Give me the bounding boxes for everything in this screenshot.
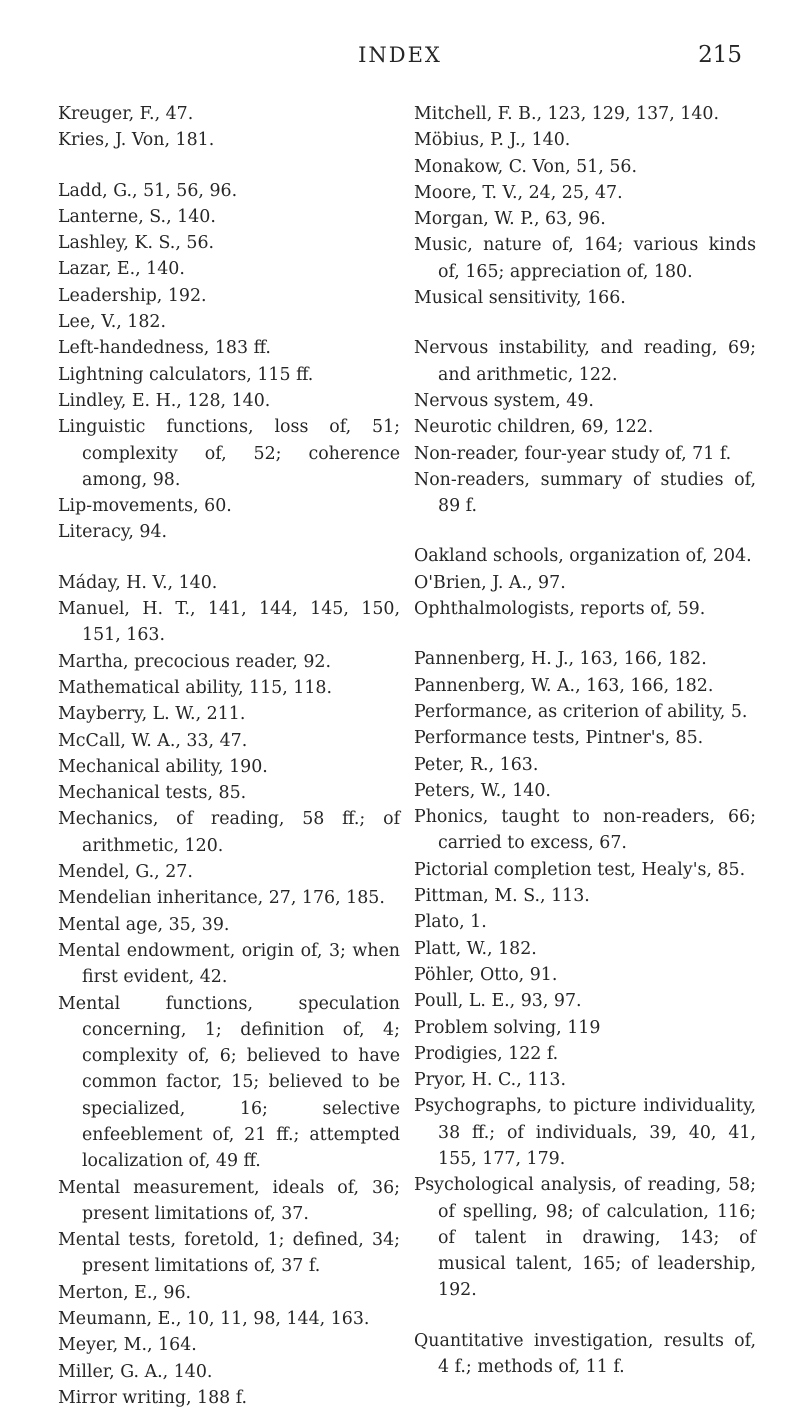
index-entry: Lip-movements, 60. xyxy=(58,496,232,517)
index-entry: Mental endowment, origin of, 3; when first evident, 42. xyxy=(58,940,400,988)
index-entry: Lightning calculators, 115 ff. xyxy=(58,364,314,385)
index-entry: Psychological analysis, of reading, 58; of spelling, 98; of calculation, 116; of talent in drawing, 143; of musical talent, 165; of leadership, 192. xyxy=(414,1175,756,1301)
index-entry: Mathematical ability, 115, 118. xyxy=(58,677,332,698)
page-title: INDEX xyxy=(358,43,442,67)
index-entry: Máday, H. V., 140. xyxy=(58,572,218,593)
index-entry: Nervous system, 49. xyxy=(414,390,594,411)
index-entry: Literacy, 94. xyxy=(58,522,168,543)
index-entry: Mechanical ability, 190. xyxy=(58,756,268,777)
index-entry: Mitchell, F. B., 123, 129, 137, 140. xyxy=(414,104,720,124)
index-entry: Mechanical tests, 85. xyxy=(58,783,247,804)
index-entry: Pictorial completion test, Healy's, 85. xyxy=(414,859,746,880)
index-entry: Prodigies, 122 f. xyxy=(414,1043,559,1064)
index-entry: Poull, L. E., 93, 97. xyxy=(414,991,582,1012)
index-entry: Music, nature of, 164; various kinds of, 165; appreciation of, 180. xyxy=(414,235,756,282)
index-entry: Moore, T. V., 24, 25, 47. xyxy=(414,182,623,203)
index-entry: Meyer, M., 164. xyxy=(58,1335,197,1356)
index-entry: Pittman, M. S., 113. xyxy=(414,886,590,907)
index-entry: Kreuger, F., 47. xyxy=(58,104,194,124)
index-entry: Lanterne, S., 140. xyxy=(58,206,216,227)
index-entry: Mental functions, speculation concerning, 1; definition of, 4; complexity of, 6; believed to have common factor, 15; believed to be specialized, 16; selective enfeeblement of, 21 ff.; attempted localization of, 49 ff. xyxy=(58,993,400,1172)
index-entry: Musical sensitivity, 166. xyxy=(414,288,626,309)
index-column-left xyxy=(58,101,400,1411)
index-entry: Linguistic functions, loss of, 51; complexity of, 52; coherence among, 98. xyxy=(58,417,400,490)
index-entry: Neurotic children, 69, 122. xyxy=(414,417,654,438)
index-entry: Mechanics, of reading, 58 ff.; of arithmetic, 120. xyxy=(58,809,400,856)
index-entry: Martha, precocious reader, 92. xyxy=(58,651,331,672)
index-entry: Lee, V., 182. xyxy=(58,312,167,333)
index-entry: Mayberry, L. W., 211. xyxy=(58,704,246,725)
index-entry: Pryor, H. C., 113. xyxy=(414,1070,566,1091)
index-entry: Mental tests, foretold, 1; defined, 34; present limitations of, 37 f. xyxy=(58,1230,400,1277)
index-entry: Peter, R., 163. xyxy=(414,754,539,775)
index-entry: Meumann, E., 10, 11, 98, 144, 163. xyxy=(58,1309,370,1330)
index-entry: Psychographs, to picture individuality, 38 ff.; of individuals, 39, 40, 41, 155, 177, 179. xyxy=(414,1096,756,1169)
index-entry: Phonics, taught to non-readers, 66; carried to excess, 67. xyxy=(414,807,756,854)
index-entry: Nervous instability, and reading, 69; and arithmetic, 122. xyxy=(414,338,756,385)
index-entry: Mendelian inheritance, 27, 176, 185. xyxy=(58,888,385,909)
index-entry: Performance tests, Pintner's, 85. xyxy=(414,728,704,749)
index-entry: Problem solving, 119 xyxy=(414,1017,601,1038)
index-entry: Mirror writing, 188 f. xyxy=(58,1387,248,1408)
index-entry: Left-handedness, 183 ff. xyxy=(58,338,271,359)
index-entry: Kries, J. Von, 181. xyxy=(58,130,215,151)
index-entry: Non-readers, summary of studies of, 89 f. xyxy=(414,469,756,517)
index-entry: Mendel, G., 27. xyxy=(58,862,193,883)
index-entry: Monakow, C. Von, 51, 56. xyxy=(414,156,638,177)
index-entry: Merton, E., 96. xyxy=(58,1282,192,1303)
index-entry: Lazar, E., 140. xyxy=(58,259,185,280)
index-entry: Platt, W., 182. xyxy=(414,938,537,959)
index-entry: Miller, G. A., 140. xyxy=(58,1361,213,1382)
page-header xyxy=(0,40,800,70)
index-entry: Mental age, 35, 39. xyxy=(58,914,230,935)
index-entry: Oakland schools, organization of, 204. xyxy=(414,546,752,567)
index-entry: Mental measurement, ideals of, 36; present limitations of, 37. xyxy=(58,1177,400,1224)
index-entry: Non-reader, four-year study of, 71 f. xyxy=(414,443,732,464)
index-entry: Ophthalmologists, reports of, 59. xyxy=(414,599,706,620)
index-entry: Ladd, G., 51, 56, 96. xyxy=(58,180,238,201)
page-number: 215 xyxy=(698,42,742,68)
index-entry: Leadership, 192. xyxy=(58,285,207,306)
index-entry: Performance, as criterion of ability, 5. xyxy=(414,701,748,722)
index-entry: Pannenberg, W. A., 163, 166, 182. xyxy=(414,675,714,696)
index-entry: McCall, W. A., 33, 47. xyxy=(58,730,248,751)
index-entry: Möbius, P. J., 140. xyxy=(414,130,571,151)
index-entry: Manuel, H. T., 141, 144, 145, 150, 151, 163. xyxy=(58,599,400,646)
index-entry: Morgan, W. P., 63, 96. xyxy=(414,209,606,230)
index-entry: Peters, W., 140. xyxy=(414,780,551,801)
index-entry: Lashley, K. S., 56. xyxy=(58,233,215,254)
index-column-right xyxy=(414,101,756,1380)
index-entry: Pannenberg, H. J., 163, 166, 182. xyxy=(414,649,707,670)
index-entry: Quantitative investigation, results of, 4 f.; methods of, 11 f. xyxy=(414,1330,756,1378)
index-entry: Lindley, E. H., 128, 140. xyxy=(58,390,271,411)
index-entry: Plato, 1. xyxy=(414,912,487,933)
index-entry: Pöhler, Otto, 91. xyxy=(414,964,558,985)
index-entry: O'Brien, J. A., 97. xyxy=(414,572,566,593)
